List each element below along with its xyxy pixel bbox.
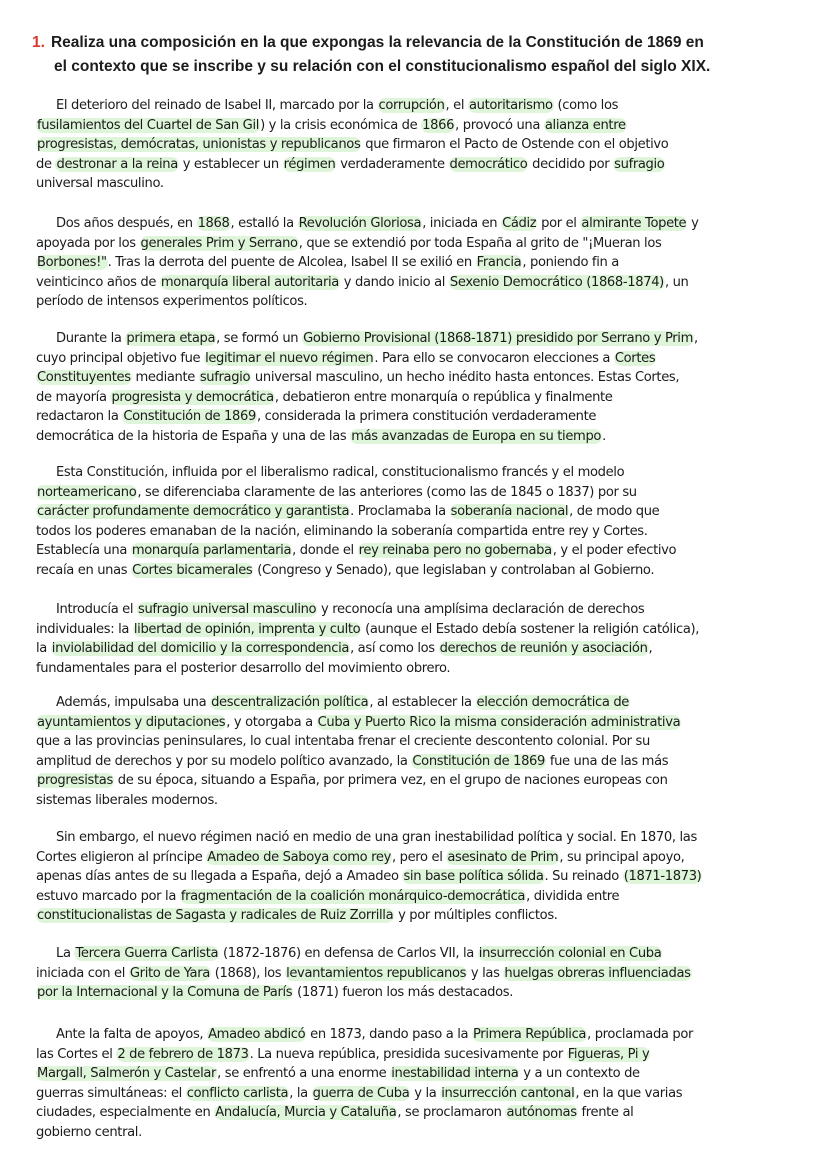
highlighted-phrase: inestabilidad interna [391, 1066, 519, 1082]
highlighted-phrase: Constitución de 1869 [412, 753, 546, 769]
highlighted-phrase: por la Internacional y la Comuna de París [37, 985, 293, 1001]
highlighted-phrase: Amadeo de Saboya como rey [207, 849, 391, 865]
paragraph-line [36, 483, 796, 503]
highlighted-phrase: 1866 [422, 117, 455, 133]
text-run: amplitud de derechos y por su modelo político avanzado, la [36, 753, 412, 769]
highlighted-phrase: soberanía nacional [450, 504, 569, 520]
highlighted-phrase: descentralización política [211, 695, 369, 710]
text-run: Ante la falta de apoyos, [56, 1027, 208, 1042]
highlighted-phrase: progresistas [37, 773, 113, 789]
text-run: , y el poder efectivo [552, 543, 677, 559]
text-run: y a un contexto de [519, 1066, 640, 1082]
text-run: , estalló la [230, 216, 298, 231]
text-run: . Proclamaba la [350, 504, 450, 520]
highlighted-phrase: guerra de Cuba [312, 1085, 410, 1101]
text-run: universal masculino, un hecho inédito hasta entonces. Estas Cortes, [251, 370, 680, 386]
paragraph-line [36, 522, 796, 542]
highlighted-phrase: Francia [476, 255, 522, 271]
question-line-1 [32, 31, 792, 55]
paragraph-8 [36, 944, 796, 1003]
paragraph-line [36, 639, 796, 659]
text-run: ciudades, especialmente en [36, 1105, 215, 1121]
highlighted-phrase: régimen [283, 156, 336, 172]
text-run: La [56, 946, 75, 961]
paragraph-line [36, 906, 796, 926]
highlighted-phrase: derechos de reunión y asociación [439, 641, 648, 657]
highlighted-phrase: 1868 [197, 216, 230, 231]
text-run: la [36, 641, 51, 657]
text-run: Esta Constitución, influida por el liberalismo radical, constitucionalismo francés y el modelo [56, 465, 625, 480]
highlighted-phrase: autónomas [506, 1105, 577, 1121]
text-run: . Su reinado [544, 869, 623, 885]
paragraph-3 [36, 329, 796, 447]
highlighted-phrase: Tercera Guerra Carlista [75, 946, 219, 961]
paragraph-line [36, 713, 796, 733]
text-run: , se formó un [216, 331, 303, 346]
paragraph-line [36, 96, 796, 116]
highlighted-phrase: sufragio [614, 156, 665, 172]
highlighted-phrase: ayuntamientos y diputaciones [37, 714, 226, 730]
highlighted-phrase: carácter profundamente democrático y garantista [37, 504, 350, 520]
question-heading [32, 31, 792, 79]
paragraph-line [36, 427, 796, 447]
highlighted-phrase: destronar a la reina [56, 156, 178, 172]
text-run: (Congreso y Senado), que legislaban y controlaban al Gobierno. [253, 562, 655, 578]
text-run: guerras simultáneas: el [36, 1085, 186, 1101]
highlighted-phrase: Cádiz [502, 216, 537, 231]
paragraph-line [36, 659, 796, 679]
text-run: (como los [553, 98, 619, 113]
highlighted-phrase: rey reinaba pero no gobernaba [358, 543, 552, 559]
text-run: , se proclamaron [397, 1105, 506, 1121]
text-run: individuales: la [36, 621, 133, 637]
highlighted-phrase: asesinato de Prim [447, 849, 559, 865]
highlighted-phrase: Cuba y Puerto Rico la misma consideración administrativa [317, 714, 681, 730]
highlighted-phrase: Sexenio Democrático (1868-1874) [449, 274, 664, 290]
paragraph-line [36, 174, 796, 194]
paragraph-line [36, 253, 796, 273]
text-run: , un [664, 274, 689, 290]
paragraph-line [36, 407, 796, 427]
paragraph-7 [36, 828, 796, 926]
text-run: Cortes eligieron al príncipe [36, 849, 207, 865]
paragraph-line [36, 867, 796, 887]
paragraph-line [36, 887, 796, 907]
paragraph-line [36, 388, 796, 408]
text-run: , la [289, 1085, 312, 1101]
text-run: que firmaron el Pacto de Ostende con el objetivo [361, 137, 669, 153]
text-run: , considerada la primera constitución verdaderamente [256, 409, 597, 425]
text-run: de [36, 156, 56, 172]
paragraph-line [36, 620, 796, 640]
paragraph-line [36, 791, 796, 811]
text-run: , [694, 331, 698, 346]
highlighted-phrase: Cortes [614, 350, 656, 366]
paragraph-line [36, 273, 796, 293]
text-run: y las [467, 965, 504, 981]
paragraph-line [36, 964, 796, 984]
text-run: , el [445, 98, 468, 113]
text-run: universal masculino [36, 176, 160, 192]
text-run: , y otorgaba a [226, 714, 317, 730]
highlighted-phrase: insurrección cantonal [441, 1085, 575, 1101]
text-run: (1868), los [210, 965, 286, 981]
question-text-line-1: Realiza una composición en la que expongas la relevancia de la Constitución de 1869 en [50, 34, 704, 51]
paragraph-line [36, 463, 796, 483]
text-run: , en la que varias [575, 1085, 683, 1101]
highlighted-phrase: Amadeo abdicó [208, 1027, 306, 1042]
text-run: democrática de la historia de España y una de las [36, 428, 351, 444]
paragraph-line [36, 155, 796, 175]
text-run: . Tras la derrota del puente de Alcolea, Isabel II se exilió en [107, 255, 476, 271]
text-run: mediante [131, 370, 199, 386]
text-run: , se enfrentó a una enorme [217, 1066, 391, 1082]
text-run: decidido por [528, 156, 614, 172]
paragraph-line [36, 329, 796, 349]
paragraph-2 [36, 214, 796, 312]
text-run: y reconocía una amplísima declaración de derechos [317, 602, 645, 617]
text-run: Introducía el [56, 602, 137, 617]
paragraph-line [36, 828, 796, 848]
paragraph-line [36, 116, 796, 136]
text-run: . La nueva república, presidida sucesivamente por [249, 1046, 567, 1062]
paragraph-line [36, 983, 796, 1003]
highlighted-phrase: sufragio universal masculino [138, 602, 317, 617]
text-run: sistemas liberales modernos. [36, 792, 218, 808]
highlighted-phrase: progresistas, demócratas, unionistas y republicanos [37, 137, 361, 153]
highlighted-phrase: monarquía parlamentaria [131, 543, 292, 559]
text-run: fundamentales para el posterior desarrollo del movimiento obrero. [36, 660, 451, 676]
text-run: , su principal apoyo, [559, 849, 685, 865]
paragraph-line [36, 600, 796, 620]
question-text-line-2: el contexto que se inscribe y su relación con el constitucionalismo español del siglo XIX. [54, 58, 711, 75]
text-run: , provocó una [455, 117, 544, 133]
text-run: y [687, 216, 699, 231]
highlighted-phrase: fragmentación de la coalición monárquico-democrática [180, 888, 526, 904]
paragraph-line [36, 1045, 796, 1065]
paragraph-1 [36, 96, 796, 194]
highlighted-phrase: autoritarismo [468, 98, 553, 113]
paragraph-line [36, 848, 796, 868]
highlighted-phrase: monarquía liberal autoritaria [160, 274, 339, 290]
text-run: , dividida entre [526, 888, 620, 904]
text-run: , [648, 641, 653, 657]
text-run: apoyada por los [36, 235, 140, 251]
paragraph-line [36, 541, 796, 561]
paragraph-line [36, 1123, 796, 1143]
text-run: período de intensos experimentos políticos. [36, 294, 308, 310]
paragraph-line [36, 693, 796, 713]
text-run: (aunque el Estado debía sostener la religión católica), [361, 621, 700, 637]
highlighted-phrase: Cortes bicamerales [132, 562, 253, 578]
text-run: fue una de las más [546, 753, 669, 769]
text-run: apenas días antes de su llegada a España, dejó a Amadeo [36, 869, 403, 885]
paragraph-line [36, 368, 796, 388]
highlighted-phrase: democrático [449, 156, 528, 172]
highlighted-phrase: (1871-1873) [623, 869, 702, 885]
text-run: . [159, 176, 164, 192]
highlighted-phrase: Andalucía, Murcia y Cataluña [215, 1105, 397, 1121]
text-run: . [602, 428, 606, 444]
highlighted-phrase: insurrección colonial en Cuba [478, 946, 662, 961]
text-run: , poniendo fin a [522, 255, 619, 271]
highlighted-phrase: norteamericano [37, 484, 137, 500]
highlighted-phrase: legitimar el nuevo régimen [205, 350, 374, 366]
text-run: (1871) fueron los más destacados. [293, 985, 514, 1001]
text-run: Durante la [56, 331, 126, 346]
highlighted-phrase: 2 de febrero de 1873 [117, 1046, 249, 1062]
highlighted-phrase: Margall, Salmerón y Castelar [37, 1066, 217, 1082]
highlighted-phrase: sin base política sólida [403, 869, 544, 885]
text-run: redactaron la [36, 409, 123, 425]
highlighted-phrase: corrupción [378, 98, 445, 113]
highlighted-phrase: fusilamientos del Cuartel de San Gil [37, 117, 260, 133]
text-run: , proclamada por [587, 1027, 694, 1042]
paragraph-line [36, 1025, 796, 1045]
highlighted-phrase: Primera República [472, 1027, 587, 1042]
text-run: las Cortes el [36, 1046, 117, 1062]
paragraph-line [36, 349, 796, 369]
text-run: . Para ello se convocaron elecciones a [374, 350, 614, 366]
highlighted-phrase: inviolabilidad del domicilio y la correspondencia [51, 641, 350, 657]
text-run: de mayoría [36, 389, 111, 405]
paragraph-line [36, 1103, 796, 1123]
text-run: gobierno central. [36, 1124, 142, 1140]
highlighted-phrase: alianza entre [544, 117, 626, 133]
text-run: , así como los [350, 641, 439, 657]
paragraph-line [36, 732, 796, 752]
text-run: verdaderamente [336, 156, 449, 172]
text-run: que a las provincias peninsulares, lo cual intentaba frenar el creciente descontento colonial. Por su [36, 734, 650, 750]
highlighted-phrase: elección democrática de [476, 695, 630, 710]
highlighted-phrase: Borbones!" [37, 255, 107, 271]
paragraph-line [36, 1064, 796, 1084]
paragraph-line [36, 214, 796, 234]
highlighted-phrase: Grito de Yara [129, 965, 210, 981]
text-run: (1872-1876) en defensa de Carlos VII, la [219, 946, 478, 961]
text-run: , donde el [292, 543, 358, 559]
highlighted-phrase: conflicto carlista [186, 1085, 289, 1101]
paragraph-6 [36, 693, 796, 811]
highlighted-phrase: libertad de opinión, imprenta y culto [133, 621, 361, 637]
text-run: Sin embargo, el nuevo régimen nació en medio de una gran inestabilidad política y social. En 1870, las [56, 830, 697, 845]
text-run: en 1873, dando paso a la [306, 1027, 472, 1042]
paragraph-4 [36, 463, 796, 581]
paragraph-line [36, 561, 796, 581]
text-run: todos los poderes emanaban de la nación, eliminando la soberanía compartida entre rey y Cortes. [36, 523, 648, 539]
highlighted-phrase: Constituyentes [37, 370, 131, 386]
highlighted-phrase: sufragio [199, 370, 251, 386]
question-number: 1. [32, 34, 45, 51]
text-run: veinticinco años de [36, 274, 160, 290]
text-run: Además, impulsaba una [56, 695, 211, 710]
text-run: , iniciada en [422, 216, 502, 231]
text-run: cuyo principal objetivo fue [36, 350, 205, 366]
highlighted-phrase: levantamientos republicanos [286, 965, 467, 981]
text-run: estuvo marcado por la [36, 888, 180, 904]
highlighted-phrase: Figueras, Pi y [567, 1046, 650, 1062]
paragraph-line [36, 502, 796, 522]
highlighted-phrase: Constitución de 1869 [123, 409, 256, 425]
text-run: y por múltiples conflictos. [394, 908, 558, 924]
paragraph-line [36, 771, 796, 791]
paragraph-5 [36, 600, 796, 678]
text-run: y dando inicio al [339, 274, 449, 290]
text-run: iniciada con el [36, 965, 129, 981]
text-run: frente al [577, 1105, 634, 1121]
text-run: recaía en unas [36, 562, 132, 578]
highlighted-phrase: almirante Topete [581, 216, 687, 231]
highlighted-phrase: constitucionalistas de Sagasta y radicales de Ruiz Zorrilla [37, 908, 394, 924]
text-run: , de modo que [569, 504, 660, 520]
highlighted-phrase: huelgas obreras influenciadas [504, 965, 691, 981]
text-run: y la [410, 1085, 441, 1101]
paragraph-line [36, 752, 796, 772]
paragraph-line [36, 234, 796, 254]
highlighted-phrase: generales Prim y Serrano [140, 235, 298, 251]
text-run: , que se extendió por toda España al grito de "¡Mueran los [298, 235, 662, 251]
text-run: El deterioro del reinado de Isabel II, marcado por la [56, 98, 378, 113]
text-run: Dos años después, en [56, 216, 197, 231]
paragraph-9 [36, 1025, 796, 1143]
highlighted-phrase: Revolución Gloriosa [298, 216, 422, 231]
highlighted-phrase: Gobierno Provisional (1868-1871) presidido por Serrano y Prim [303, 331, 693, 346]
text-run: y establecer un [178, 156, 283, 172]
text-run: por el [537, 216, 581, 231]
highlighted-phrase: primera etapa [126, 331, 216, 346]
text-run: ) y la crisis económica de [260, 117, 422, 133]
paragraph-line [36, 135, 796, 155]
paragraph-line [36, 944, 796, 964]
text-run: , debatieron entre monarquía o república y finalmente [274, 389, 613, 405]
text-run: , se diferenciaba claramente de las anteriores (como las de 1845 o 1837) por su [137, 484, 637, 500]
text-run: , pero el [391, 849, 447, 865]
paragraph-line [36, 1084, 796, 1104]
highlighted-phrase: progresista y democrática [111, 389, 274, 405]
text-run: , al establecer la [369, 695, 476, 710]
paragraph-line [36, 292, 796, 312]
text-run: de su época, situando a España, por primera vez, en el grupo de naciones europeas con [113, 773, 668, 789]
text-run: Establecía una [36, 543, 131, 559]
highlighted-phrase: más avanzadas de Europa en su tiempo [351, 428, 602, 444]
